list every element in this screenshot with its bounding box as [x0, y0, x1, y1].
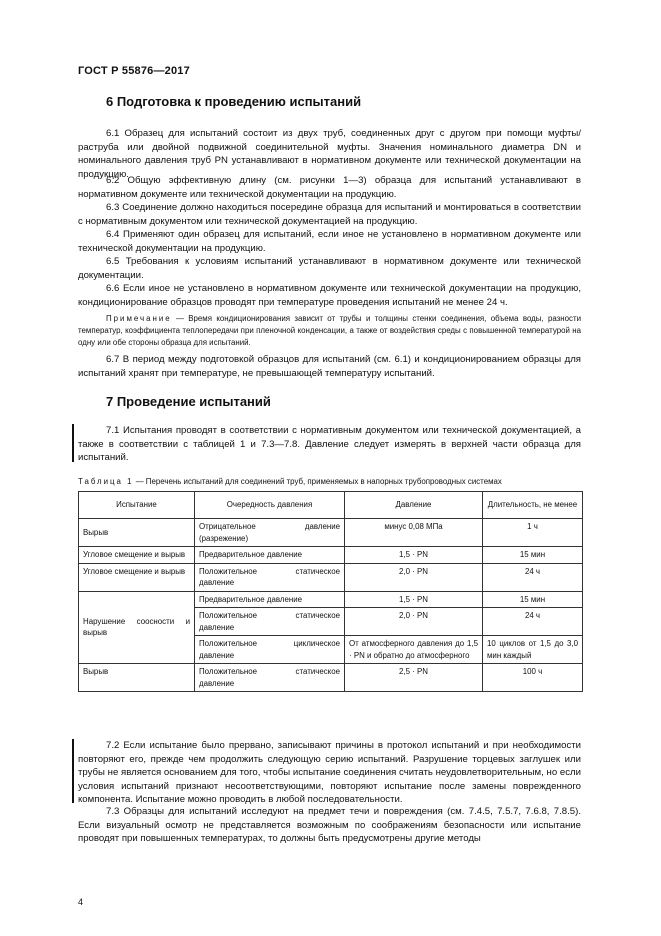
table-cell: 2,0 · PN: [345, 608, 483, 636]
table-cell: 10 циклов от 1,5 до 3,0 мин каждый: [483, 636, 583, 664]
table-cell: Вырыв: [79, 519, 195, 547]
section-7-title: 7 Проведение испытаний: [106, 394, 271, 409]
note-text: — Время кондиционирования зависит от трубы и толщины стенки соединения, объема воды, разности температур, коэффициента теплопередачи при пленочной конденсации, а также от воздействия среды с повышенной температурой на одну или обе стороны образца для испытаний.: [78, 314, 581, 347]
table-header-row: [79, 492, 583, 519]
table-row: [79, 591, 583, 608]
paragraph-6-5: 6.5 Требования к условиям испытаний устанавливают в нормативном документе или технической документации.: [78, 256, 581, 281]
paragraph-6-4: 6.4 Применяют один образец для испытаний, если иное не установлено в нормативном документе или технической документации на продукцию.: [78, 229, 581, 254]
table-cell: 1 ч: [483, 519, 583, 547]
paragraph-6-6: 6.6 Если иное не установлено в нормативном документе или технической документации на продукцию, кондиционирование образцов проводят при температуре проведения испытаний не менее 24 ч.: [78, 283, 581, 308]
table-cell: Положительное циклическое давление: [195, 636, 345, 664]
table-header-cell: Давление: [345, 492, 483, 519]
table-cell: От атмосферного давления до 1,5 · PN и обратно до атмосферного: [345, 636, 483, 664]
paragraph-6-3: 6.3 Соединение должно находиться посередине образца для испытаний и монтироваться в соответствии с нормативным документом или технической документацией на продукцию.: [78, 202, 581, 227]
table-header-cell: Очередность давления: [195, 492, 345, 519]
table-cell: Предварительное давление: [195, 547, 345, 564]
paragraph-7-1: 7.1 Испытания проводят в соответствии с нормативным документом или технической документацией, а также в соответствии с таблицей 1 и 7.3—7.8. Давление следует измерять в верхней части образца для испытаний.: [78, 425, 581, 463]
change-bar: [72, 424, 74, 462]
table-cell: 24 ч: [483, 608, 583, 636]
paragraph-7-2: 7.2 Если испытание было прервано, записывают причины в протокол испытаний и при необходимости повторяют его, прежде чем продолжить следующую серию испытаний. Разрушение торцевых заглушек или трубы не является основанием для того, чтобы испытание соединения считать неудовлетворительным, но если условия испытаний признают несоответствующими, повторяют испытание после замены поврежденного компонента. Испытание можно проводить в любой последовательности.: [78, 740, 581, 805]
table-caption-text: — Перечень испытаний для соединений труб, применяемых в напорных трубопроводных системах: [133, 477, 502, 486]
table-cell: 1,5 · PN: [345, 547, 483, 564]
change-bar: [72, 739, 74, 803]
table-caption: [78, 476, 598, 487]
table-row: [79, 547, 583, 564]
document-code: ГОСТ Р 55876—2017: [78, 65, 190, 77]
table-cell: 100 ч: [483, 664, 583, 692]
note-label: Примечание: [106, 314, 172, 323]
table-cell: Положительное статическое давление: [195, 563, 345, 591]
table-cell: 15 мин: [483, 547, 583, 564]
table-cell: Отрицательное давление (разрежение): [195, 519, 345, 547]
section-6-title: 6 Подготовка к проведению испытаний: [106, 94, 362, 109]
table-cell: минус 0,08 МПа: [345, 519, 483, 547]
table-header-cell: Длительность, не менее: [483, 492, 583, 519]
paragraph-6-7: 6.7 В период между подготовкой образцов для испытаний (см. 6.1) и кондиционированием образцы для испытаний хранят при температуре, не превышающей температуру испытаний.: [78, 354, 581, 379]
table-caption-label: Таблица 1: [78, 477, 134, 486]
table-row: [79, 563, 583, 591]
page-number: 4: [78, 897, 84, 907]
table-row: [79, 664, 583, 692]
tests-table: [78, 491, 583, 692]
table-cell: 24 ч: [483, 563, 583, 591]
table-cell: Угловое смещение и вырыв: [79, 563, 195, 591]
table-cell: 15 мин: [483, 591, 583, 608]
table-cell: Положительное статическое давление: [195, 608, 345, 636]
table-cell: Положительное статическое давление: [195, 664, 345, 692]
note: [78, 313, 581, 349]
table-cell: 2,0 · PN: [345, 563, 483, 591]
paragraph-6-1: 6.1 Образец для испытаний состоит из двух труб, соединенных друг с другом при помощи муфты/раструба или двойной подвижной соединительной муфты. Значения номинального диаметра DN и номинального давления труб PN устанавливают в нормативном документе или технической документации на продукцию.: [78, 128, 581, 180]
table-cell: Нарушение соосности и вырыв: [79, 591, 195, 664]
paragraph-6-2: 6.2 Общую эффективную длину (см. рисунки 1—3) образца для испытаний устанавливают в нормативном документе или технической документации на продукцию.: [78, 175, 581, 200]
table-cell: Предварительное давление: [195, 591, 345, 608]
table-row: [79, 519, 583, 547]
table-cell: 1,5 · PN: [345, 591, 483, 608]
table-header-cell: Испытание: [79, 492, 195, 519]
table-cell: 2,5 · PN: [345, 664, 483, 692]
table-cell: Вырыв: [79, 664, 195, 692]
table-cell: Угловое смещение и вырыв: [79, 547, 195, 564]
paragraph-7-3: 7.3 Образцы для испытаний исследуют на предмет течи и повреждения (см. 7.4.5, 7.5.7, 7.6.8, 7.8.5). Если визуальный осмотр не представляется возможным по соображениям безопасности или испытание проводят при повышенных температурах, то должны быть предусмотрены другие методы: [78, 806, 581, 844]
